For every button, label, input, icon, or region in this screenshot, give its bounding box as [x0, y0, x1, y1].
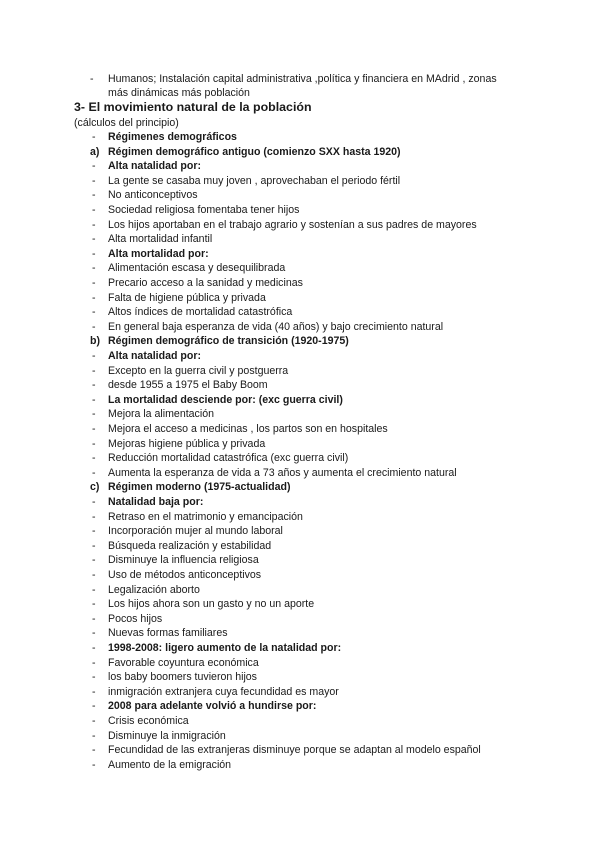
- list-marker: -: [92, 627, 96, 640]
- list-item: Alta mortalidad infantil: [108, 233, 213, 246]
- list-marker: -: [92, 189, 96, 202]
- list-marker: -: [92, 715, 96, 727]
- list-marker: -: [92, 539, 96, 552]
- list-marker: -: [92, 452, 96, 465]
- list-marker: -: [92, 364, 96, 377]
- list-marker: -: [92, 423, 96, 435]
- list-item: Aumenta la esperanza de vida a 73 años y aumenta el crecimiento natural: [108, 466, 457, 479]
- list-marker: b): [90, 335, 100, 348]
- list-marker: -: [92, 642, 96, 654]
- list-marker: -: [92, 510, 96, 523]
- list-item: 1998-2008: ligero aumento de la natalidad por:: [108, 642, 342, 654]
- list-item: Disminuye la influencia religiosa: [108, 554, 259, 567]
- list-item: Precario acceso a la sanidad y medicinas: [108, 277, 303, 289]
- list-item: Los hijos aportaban en el trabajo agrario y sostenían a sus padres de mayores: [108, 218, 477, 231]
- list-item: Crisis económica: [108, 715, 189, 727]
- list-marker: -: [92, 466, 96, 479]
- list-item: Natalidad baja por:: [108, 496, 204, 508]
- list-item: Régimen demográfico de transición (1920-1975): [108, 335, 349, 348]
- list-marker: -: [92, 685, 96, 698]
- list-marker: c): [90, 481, 100, 494]
- list-item: Los hijos ahora son un gasto y no un aporte: [108, 598, 315, 611]
- intro-line-1: Humanos; Instalación capital administrativa ,política y financiera en MAdrid , zonas: [108, 73, 497, 85]
- list-marker: -: [92, 262, 96, 275]
- list-item: En general baja esperanza de vida (40 años) y bajo crecimiento natural: [108, 320, 444, 333]
- list-marker: -: [92, 525, 96, 538]
- list-marker: -: [92, 306, 96, 319]
- list-marker: -: [92, 233, 96, 246]
- list-marker: -: [92, 277, 96, 289]
- list-marker: -: [92, 554, 96, 567]
- list-marker: a): [90, 145, 100, 158]
- list-marker: -: [92, 291, 96, 304]
- intro-line-2: más dinámicas más población: [108, 87, 250, 99]
- list-marker: -: [92, 218, 96, 231]
- list-marker: -: [92, 671, 96, 684]
- list-item: Búsqueda realización y estabilidad: [108, 539, 272, 552]
- intro-dash: -: [90, 73, 94, 85]
- list-marker: -: [92, 320, 96, 333]
- list-marker: -: [92, 700, 96, 713]
- list-item: Altos índices de mortalidad catastrófica: [108, 306, 293, 319]
- list-marker: -: [92, 656, 96, 669]
- list-marker: -: [92, 437, 96, 450]
- list-item: Legalización aborto: [108, 583, 200, 596]
- list-item: Nuevas formas familiares: [108, 627, 228, 640]
- list-marker: -: [92, 350, 96, 362]
- list-item: Pocos hijos: [108, 612, 163, 625]
- list-item: Uso de métodos anticonceptivos: [108, 569, 262, 581]
- list-item: Aumento de la emigración: [108, 758, 232, 771]
- list-item: No anticonceptivos: [108, 189, 198, 202]
- list-item: Disminuye la inmigración: [108, 729, 226, 742]
- list-item: Falta de higiene pública y privada: [108, 291, 266, 304]
- list-marker: -: [92, 247, 96, 260]
- list-marker: -: [92, 393, 96, 406]
- list-item: Alimentación escasa y desequilibrada: [108, 262, 286, 275]
- list-item: Régimen moderno (1975-actualidad): [108, 481, 291, 494]
- list-item: desde 1955 a 1975 el Baby Boom: [108, 379, 268, 392]
- list-marker: -: [92, 583, 96, 596]
- list-item: Fecundidad de las extranjeras disminuye porque se adaptan al modelo español: [108, 744, 481, 757]
- list-marker: -: [92, 496, 96, 508]
- list-item: Alta natalidad por:: [108, 160, 201, 173]
- list-item: Incorporación mujer al mundo laboral: [108, 525, 283, 538]
- list-item: Retraso en el matrimonio y emancipación: [108, 510, 303, 523]
- list-marker: -: [92, 612, 96, 625]
- list-marker: -: [92, 758, 96, 771]
- list-marker: -: [92, 204, 96, 216]
- list-item: Régimen demográfico antiguo (comienzo SXX hasta 1920): [108, 145, 401, 158]
- list-marker: -: [92, 744, 96, 757]
- list-item: Régimenes demográficos: [108, 131, 237, 143]
- list-marker: -: [92, 729, 96, 742]
- list-item: Reducción mortalidad catastrófica (exc guerra civil): [108, 452, 349, 465]
- list-item: La mortalidad desciende por: (exc guerra civil): [108, 393, 343, 406]
- list-item: Sociedad religiosa fomentaba tener hijos: [108, 204, 300, 216]
- list-item: Mejora la alimentación: [108, 408, 214, 421]
- list-marker: -: [92, 131, 96, 143]
- list-marker: -: [92, 408, 96, 421]
- list-item: Alta natalidad por:: [108, 350, 201, 362]
- list-item: Excepto en la guerra civil y postguerra: [108, 364, 289, 377]
- list-item: Mejora el acceso a medicinas , los partos son en hospitales: [108, 423, 388, 435]
- list-item: La gente se casaba muy joven , aprovechaban el periodo fértil: [108, 174, 401, 187]
- list-item: 2008 para adelante volvió a hundirse por:: [108, 700, 317, 713]
- list-marker: -: [92, 379, 96, 392]
- list-item: inmigración extranjera cuya fecundidad es mayor: [108, 685, 339, 698]
- list-marker: -: [92, 598, 96, 611]
- list-marker: -: [92, 569, 96, 581]
- section-note: (cálculos del principio): [74, 117, 179, 129]
- list-item: Favorable coyuntura económica: [108, 656, 259, 669]
- list-item: Alta mortalidad por:: [108, 247, 209, 260]
- list-item: Mejoras higiene pública y privada: [108, 437, 266, 450]
- list-marker: -: [92, 174, 96, 187]
- list-marker: -: [92, 160, 96, 173]
- section-title: 3- El movimiento natural de la población: [74, 100, 312, 114]
- list-item: los baby boomers tuvieron hijos: [108, 671, 257, 684]
